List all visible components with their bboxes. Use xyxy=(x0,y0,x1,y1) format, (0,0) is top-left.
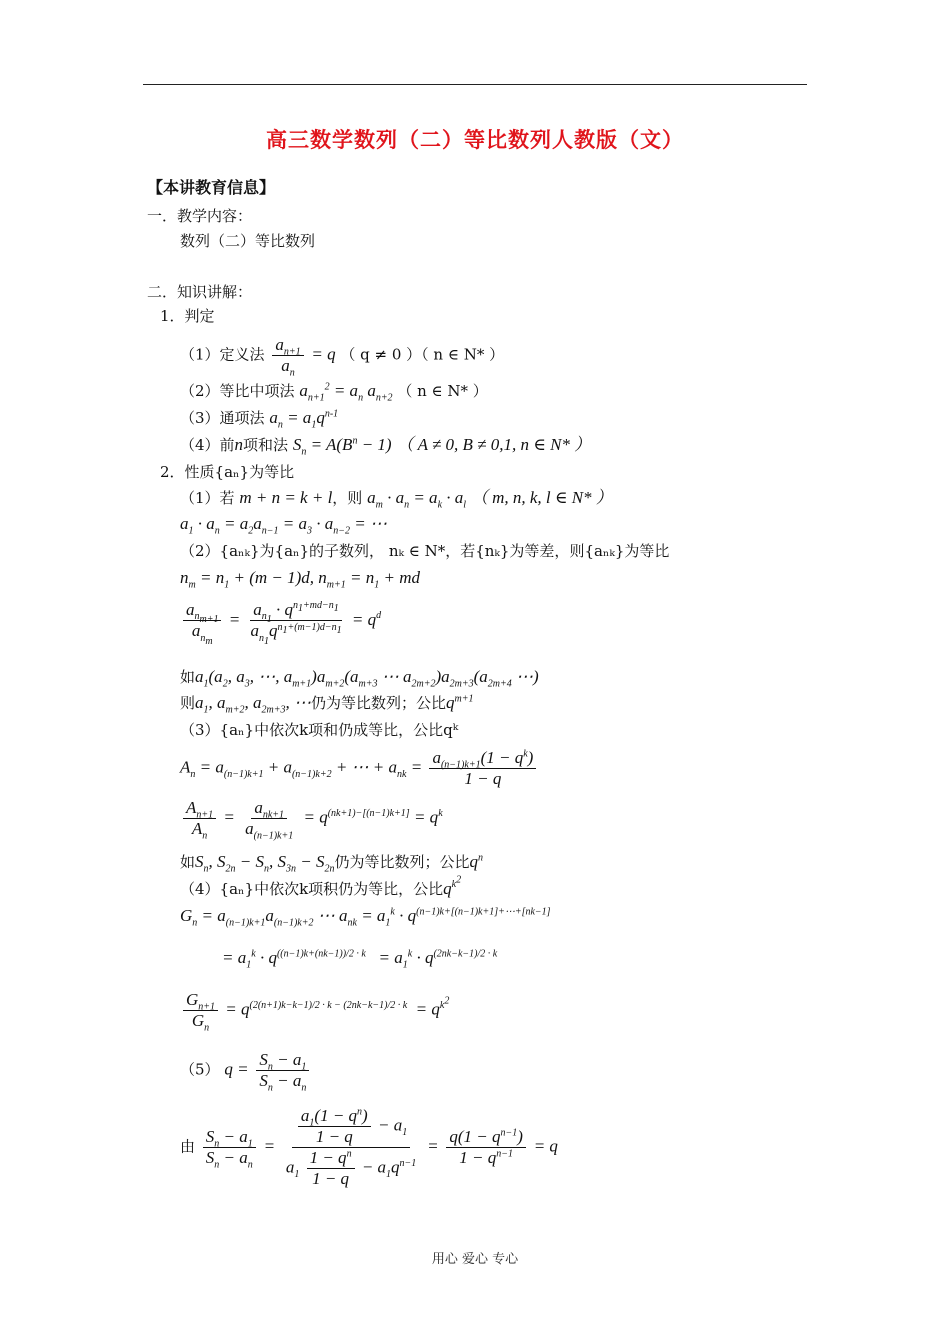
judge-item-4-condition: （ A ≠ 0, B ≠ 0,1, n ∈ N* ） xyxy=(396,435,592,454)
judge-item-1: （1）定义法 $\frac{a_{n+1}}{a_n}$ = q （ q ≠ 0 ）（ n ∈ N* ） xyxy=(180,335,505,379)
part1-label: 一．教学内容： xyxy=(147,207,253,225)
prop-item-1-mid: ，则 xyxy=(332,489,363,507)
judge-item-4-label-mid: 项和法 xyxy=(243,436,289,454)
judge-item-3-label: （3）通项法 xyxy=(180,409,265,427)
part2-label: 二．知识讲解： xyxy=(147,283,253,301)
prop-label: 2．性质{aₙ}为等比 xyxy=(160,463,295,481)
prop-item-5-label: （5） xyxy=(180,1060,220,1079)
prop-item-3-example-label: 如 xyxy=(180,853,196,871)
prop-item-4: （4）{aₙ}中依次k项积仍为等比，公比$q^{k^2}$ xyxy=(180,875,462,898)
judge-item-1-label: （1）定义法 xyxy=(180,345,265,364)
prop-item-2: （2）{aₙₖ}为{aₙ}的子数列， nₖ ∈ N*，若{nₖ}为等差，则{aₙₖ}为等比 xyxy=(180,542,670,560)
page-title: 高三数学数列（二）等比数列人教版（文） xyxy=(266,127,684,152)
page-footer: 用心 爱心 专心 xyxy=(431,1252,519,1267)
prop-item-5: （5） q = $\frac{S_n - a_1}{S_n - a_n}$ xyxy=(180,1050,312,1091)
judge-item-2: （2）等比中项法 $a_{n+1}^2 = a_n$ $a_{n+2}$ （ n ∈ N* ） xyxy=(180,381,488,404)
prop-item-3-example: 如$S_n$, $S_{2n} - S_n$, $S_{3n} - S_{2n}$仍为等比数列；公比$q^n$ xyxy=(180,852,483,875)
definition-fraction: $\frac{a_{n+1}}{a_n}$ xyxy=(272,335,303,376)
prop-item-2-then: 则$a_1$, $a_{m+2}$, $a_{2m+3}$, ⋯仍为等比数列；公比$q^{m+1}$ xyxy=(180,693,474,716)
prop-item-1-condition: （ m, n, k, l ∈ N* ） xyxy=(470,488,613,507)
judge-item-2-condition: （ n ∈ N* ） xyxy=(397,382,488,400)
section-heading: 【本讲教育信息】 xyxy=(147,178,276,197)
prop-item-1-chain: $a_1 \cdot a_n = a_2a_{n-1} = a_3 \cdot a_{n-2}$ = ⋯ xyxy=(180,514,387,537)
prop-item-3: （3）{aₙ}中依次k项和仍成等比，公比qᵏ xyxy=(180,721,459,739)
prop-item-2-example: 如$a_1(a_2$, $a_3$, ⋯, $a_{m+1})a_{m+2}(a_{m+3}$ ⋯ $a_{2m+2})a_{2m+3}(a_{2m+4}$ ⋯) xyxy=(180,667,539,690)
prop-item-3-sum: $A_n = a_{(n-1)k+1} + a_{(n-1)k+2}$ + ⋯ + $a_{nk}$ = $\frac{a_{(n-1)k+1}(1 - q^k)}{1 - q}$ xyxy=(180,748,539,789)
prop-item-5-proof: 由 $\frac{S_n - a_1}{S_n - a_n}$ = $\frac{a_1(1 - q^n)}{1 - q}$ − $a_1$ $a_1$ $\frac{1 - q^n}{1 - q}$ − $a_1q^{n-1}$ = $\frac{q(1 - q^{n-1})}{1 - q^{n-1}}$ = q xyxy=(180,1106,558,1188)
prop-item-2-then-label: 则 xyxy=(180,694,196,712)
prop-item-1-label: （1）若 xyxy=(180,489,235,507)
judge-item-4-label: （4）前 xyxy=(180,436,235,454)
prop-item-5-proof-label: 由 xyxy=(180,1137,196,1156)
prop-item-2-ratio: $\frac{a_{n_{m+1}}}{a_{n_m}}$ = $\frac{a_{n_1} \cdot q^{n_1+md-n_1}}{a_{n_1}q^{n_1+(m-1)d-n_1}}$ = $q^d$ xyxy=(180,600,381,642)
prop-item-3-ratio: $\frac{A_{n+1}}{A_n}$ = $\frac{a_{nk+1}}{a_{(n-1)k+1}}$ = $q^{(nk+1)-[(n-1)k+1]} = q^k$ xyxy=(180,798,443,839)
prop-item-4-product: $G_n = a_{(n-1)k+1}a_{(n-1)k+2}$ ⋯ $a_{nk} = a_1^k \cdot q^{(n-1)k+[(n-1)k+1]+\cdots+[nk-1]}$ xyxy=(180,906,551,929)
judge-item-3: （3）通项法 $a_n = a_1q^{n-1}$ xyxy=(180,408,339,431)
prop-item-4-ratio: $\frac{G_{n+1}}{G_n}$ = $q^{(2(n+1)k-k-1)/2 \cdot k - (2nk-k-1)/2 \cdot k} = q^{k^2}$ xyxy=(180,990,449,1031)
part1-content: 数列（二）等比数列 xyxy=(180,232,316,250)
prop-item-4-product-2: = $a_1^k \cdot q^{((n-1)k+(nk-1))/2 \cdot k} = a_1^k \cdot q^{(2nk-k-1)/2 \cdot k}$ xyxy=(222,948,498,971)
prop-item-2-index-eq: $n_m = n_1 + (m - 1)d$, $n_{m+1} = n_1$ + md xyxy=(180,568,420,591)
prop-item-1: （1）若 m + n = k + l，则 $a_m \cdot a_n = a_k \cdot a_l$ （ m, n, k, l ∈ N* ） xyxy=(180,488,613,511)
prop-item-2-example-label: 如 xyxy=(180,668,196,686)
prop-item-3-example-mid: 仍为等比数列；公比 xyxy=(334,853,470,871)
judge-item-4: （4）前n项和法 $S_n = A(B^n - 1)$ （ A ≠ 0, B ≠ 0,1, n ∈ N* ） xyxy=(180,435,592,458)
judge-label: 1．判定 xyxy=(160,307,215,325)
judge-item-1-condition: （ q ≠ 0 ）（ n ∈ N* ） xyxy=(340,345,505,364)
judge-item-2-label: （2）等比中项法 xyxy=(180,382,295,400)
header-rule xyxy=(143,84,807,85)
prop-item-4-label: （4）{aₙ}中依次k项积仍为等比，公比 xyxy=(180,880,444,898)
prop-item-5-fraction: $\frac{S_n - a_1}{S_n - a_n}$ xyxy=(256,1050,309,1091)
prop-item-2-then-mid: 仍为等比数列；公比 xyxy=(310,694,446,712)
